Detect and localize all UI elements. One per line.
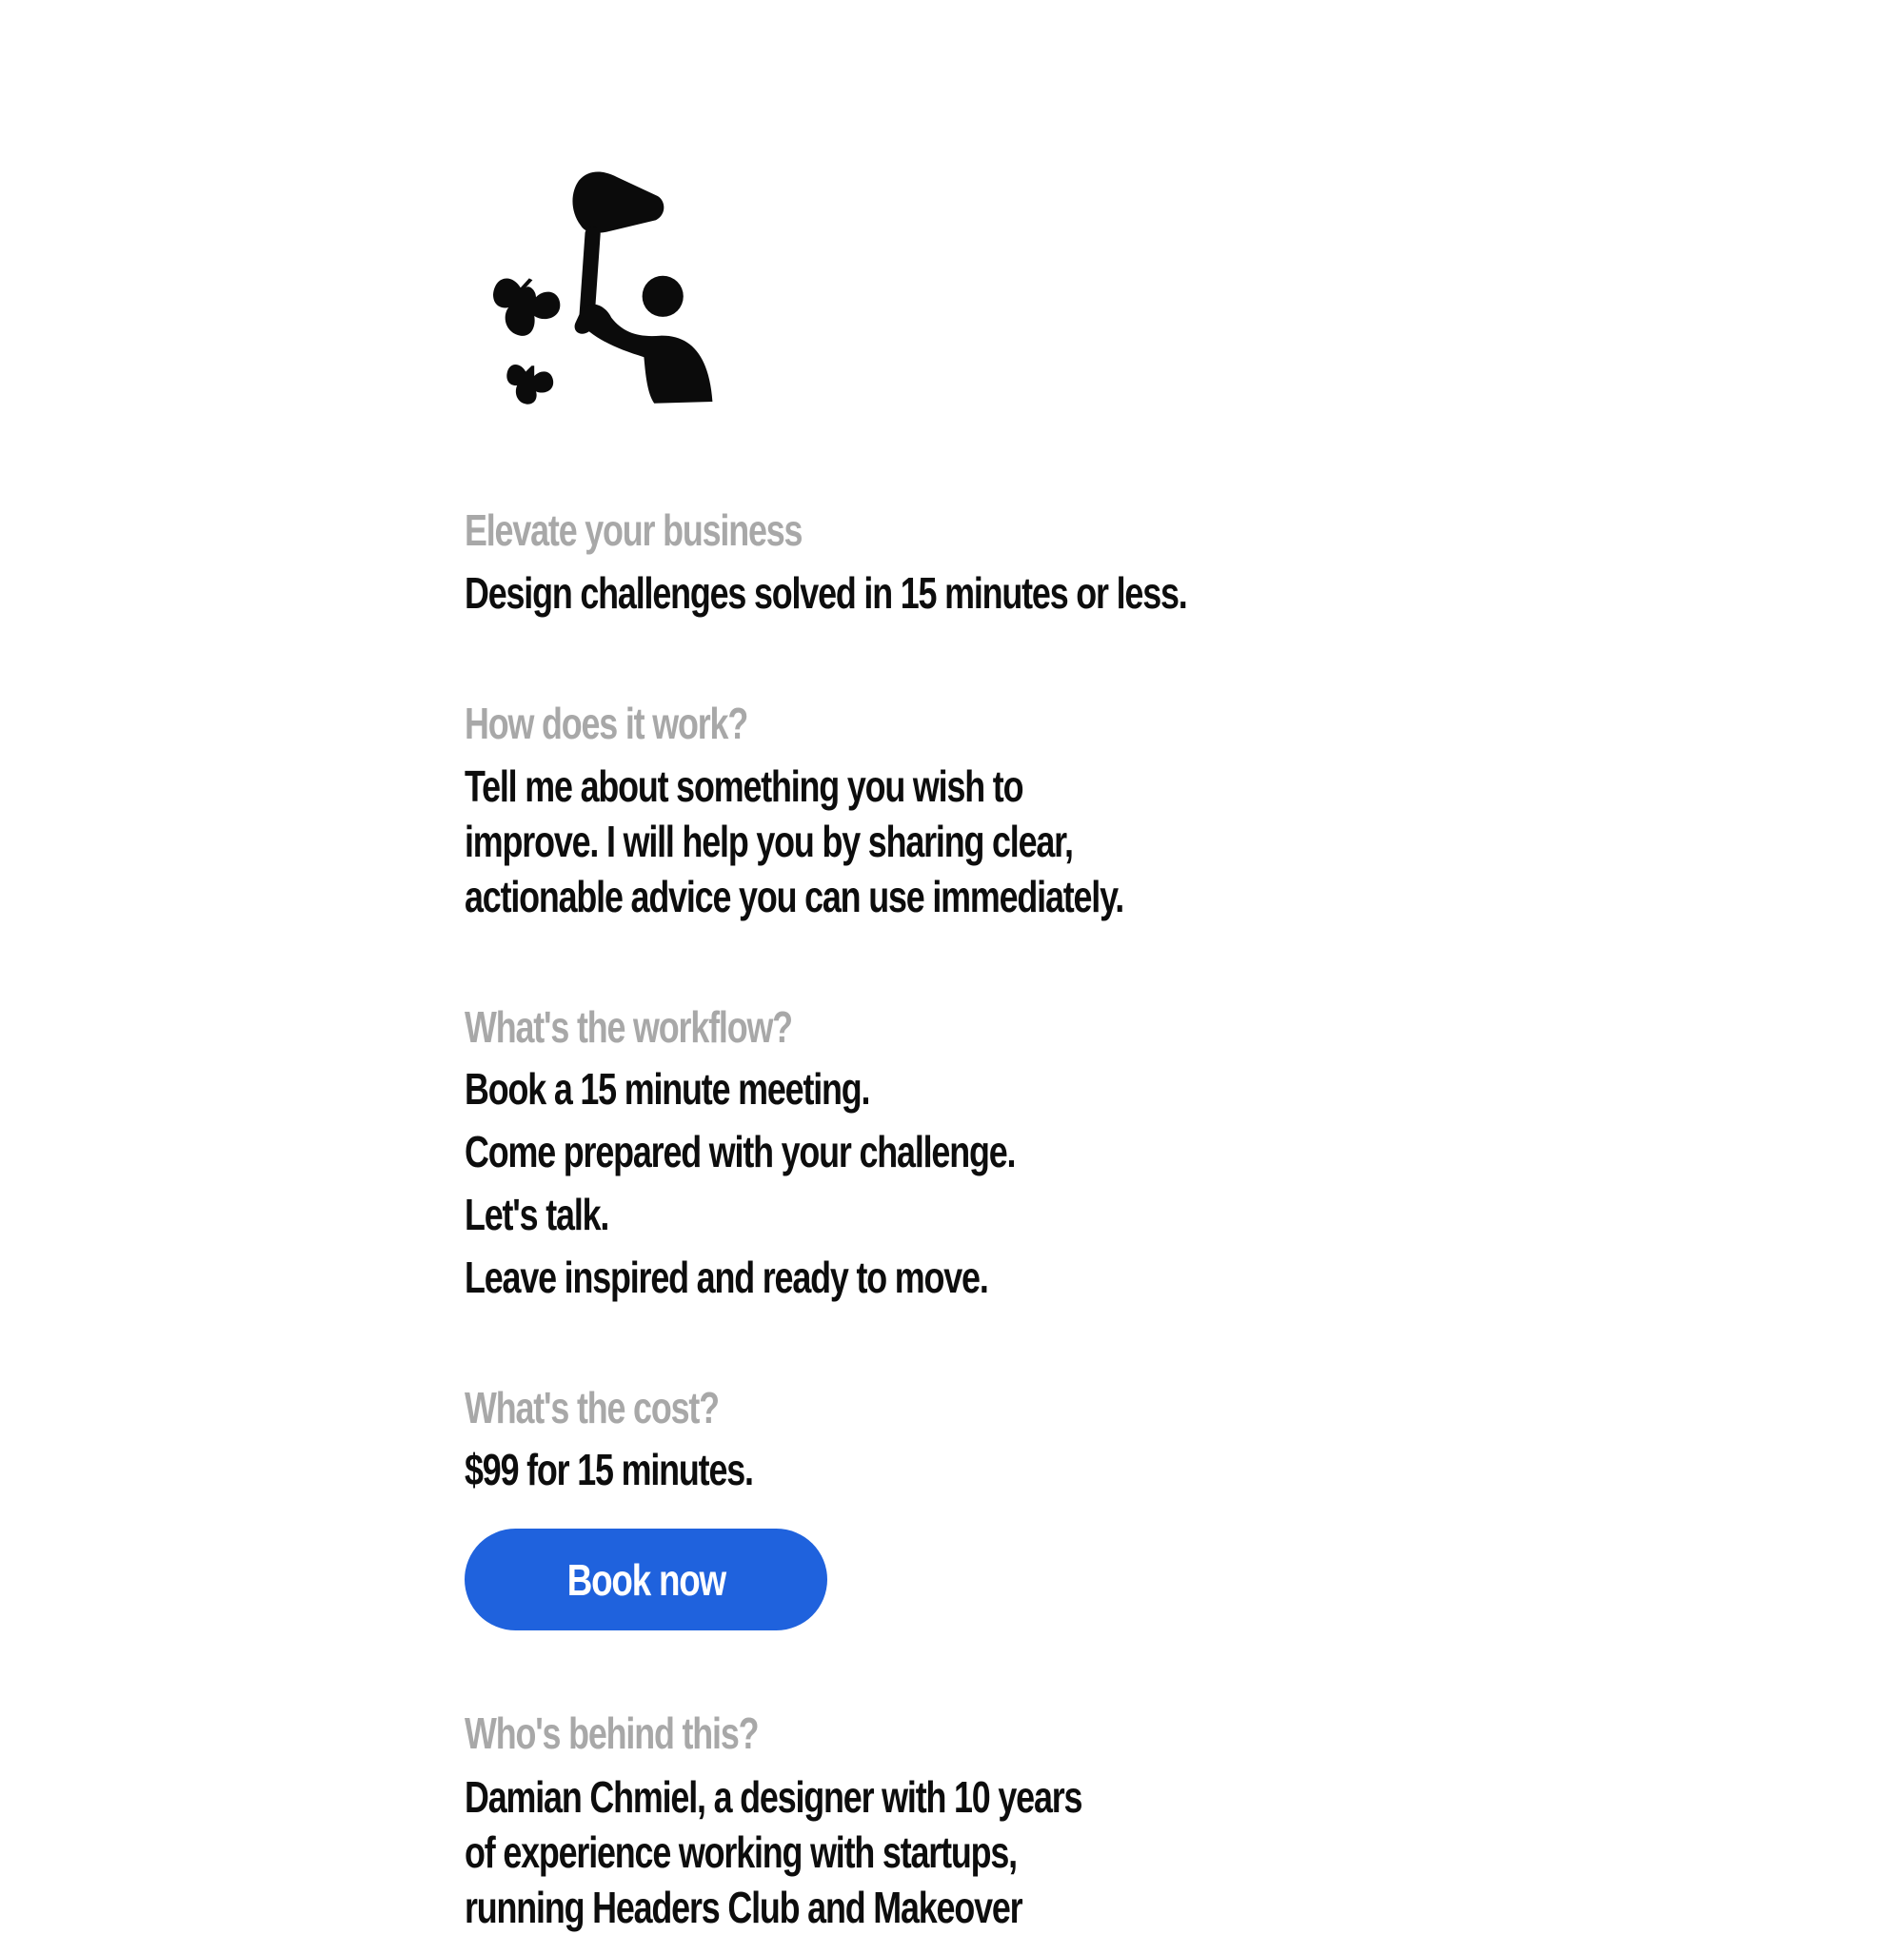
section-heading: How does it work? bbox=[465, 699, 748, 748]
paragraph-line: improve. I will help you by sharing clear, bbox=[465, 817, 1073, 866]
person-catching-butterflies-icon bbox=[476, 162, 733, 419]
paragraph-line: of experience working with startups, bbox=[465, 1827, 1017, 1877]
workflow-step: Leave inspired and ready to move. bbox=[465, 1253, 988, 1302]
workflow-step: Let's talk. bbox=[465, 1190, 609, 1239]
book-now-button[interactable] bbox=[465, 1529, 827, 1630]
section-heading: Elevate your business bbox=[465, 505, 803, 555]
book-now-label: Book now bbox=[566, 1554, 725, 1605]
tagline: Design challenges solved in 15 minutes or less. bbox=[465, 568, 1187, 618]
workflow-step: Book a 15 minute meeting. bbox=[465, 1064, 870, 1114]
paragraph-line: running Headers Club and Makeover bbox=[465, 1883, 1022, 1932]
price: $99 for 15 minutes. bbox=[465, 1445, 753, 1494]
paragraph-line: Damian Chmiel, a designer with 10 years bbox=[465, 1772, 1082, 1822]
section-heading: What's the workflow? bbox=[465, 1002, 792, 1052]
paragraph-line: Tell me about something you wish to bbox=[465, 761, 1023, 811]
paragraph-line: actionable advice you can use immediately. bbox=[465, 872, 1124, 921]
section-heading: Who's behind this? bbox=[465, 1708, 759, 1758]
workflow-step: Come prepared with your challenge. bbox=[465, 1127, 1016, 1176]
section-heading: What's the cost? bbox=[465, 1383, 719, 1432]
